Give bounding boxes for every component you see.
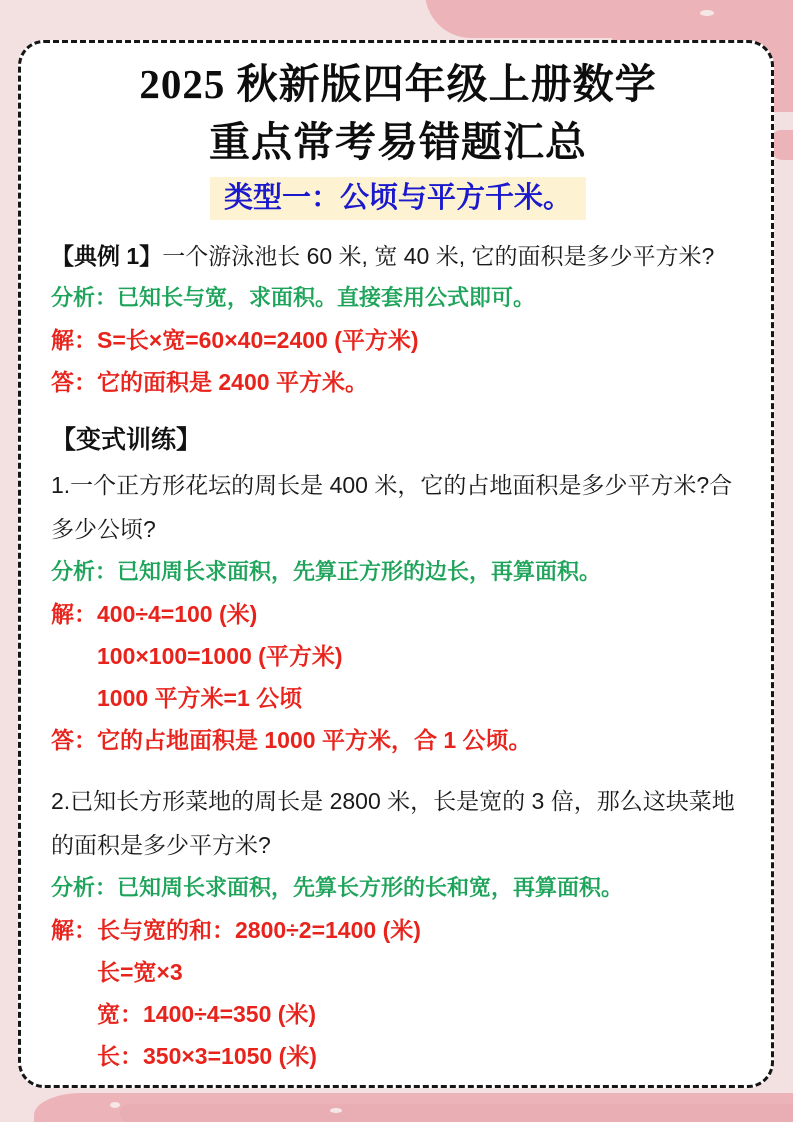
problem2-question: 2.已知长方形菜地的周长是 2800 米，长是宽的 3 倍，那么这块菜地的面积是多少平方米? (51, 788, 735, 858)
example1-analysis-text: 已知长与宽，求面积。直接套用公式即可。 (117, 285, 536, 310)
problem2-analysis-label: 分析： (51, 875, 118, 900)
paint-splash-bottom-inner (120, 1104, 793, 1122)
solution-line: 长=宽×3 (97, 959, 183, 985)
solution-line: 1000 平方米=1 公顷 (97, 685, 303, 711)
example1-answer-row (51, 361, 745, 403)
example1-analysis-label: 分析： (51, 285, 118, 310)
solution-line: 长与宽的和：2800÷2=1400 (米) (97, 917, 421, 943)
problem1-solution-lines (97, 593, 745, 719)
paint-fleck (330, 1108, 342, 1113)
problem2-solution (51, 909, 745, 1077)
problem2-analysis-row (51, 867, 745, 909)
example1-label: 【典例 1】 (51, 243, 163, 269)
problem1-answer-row (51, 719, 745, 761)
problem1-analysis-label: 分析： (51, 559, 118, 584)
example1-solution-row (51, 319, 745, 361)
problem2-solution-label: 解： (51, 917, 97, 943)
example1-solution-label: 解： (51, 327, 97, 353)
problem1-solution (51, 593, 745, 719)
problem2-analysis-text: 已知周长求面积，先算长方形的长和宽，再算面积。 (117, 875, 624, 900)
example1-solution-line: S=长×宽=60×40=2400 (平方米) (97, 327, 419, 353)
solution-line: 100×100=1000 (平方米) (97, 643, 343, 669)
variation-heading: 【变式训练】 (51, 426, 202, 454)
example1-question: 一个游泳池长 60 米, 宽 40 米, 它的面积是多少平方米? (162, 243, 715, 269)
paint-fleck (110, 1102, 120, 1108)
problem1-answer-label: 答： (51, 727, 97, 753)
page-title-line2: 重点常考易错题汇总 (209, 119, 587, 165)
problem1-analysis-text: 已知周长求面积，先算正方形的边长，再算面积。 (117, 559, 602, 584)
type-heading: 类型一：公顷与平方千米。 (210, 177, 586, 220)
solution-line: 400÷4=100 (米) (97, 601, 258, 627)
page-title-line1: 2025 秋新版四年级上册数学 (139, 61, 657, 107)
worksheet-card (18, 40, 774, 1088)
solution-line: 长：350×3=1050 (米) (97, 1043, 317, 1069)
example1-question-row (51, 235, 745, 277)
problem1-solution-label: 解： (51, 601, 97, 627)
paint-fleck (700, 10, 714, 16)
example1-answer-text: 它的面积是 2400 平方米。 (97, 369, 368, 395)
problem2-solution-lines (97, 909, 745, 1077)
problem1-analysis-row (51, 551, 745, 593)
solution-line: 宽：1400÷4=350 (米) (97, 1001, 317, 1027)
example1-analysis-row (51, 277, 745, 319)
problem1-answer-text: 它的占地面积是 1000 平方米，合 1 公顷。 (97, 727, 532, 753)
problem1-question: 1.一个正方形花坛的周长是 400 米，它的占地面积是多少平方米?合多少公顷? (51, 472, 733, 542)
example1-answer-label: 答： (51, 369, 97, 395)
type-heading-wrap (51, 177, 745, 221)
